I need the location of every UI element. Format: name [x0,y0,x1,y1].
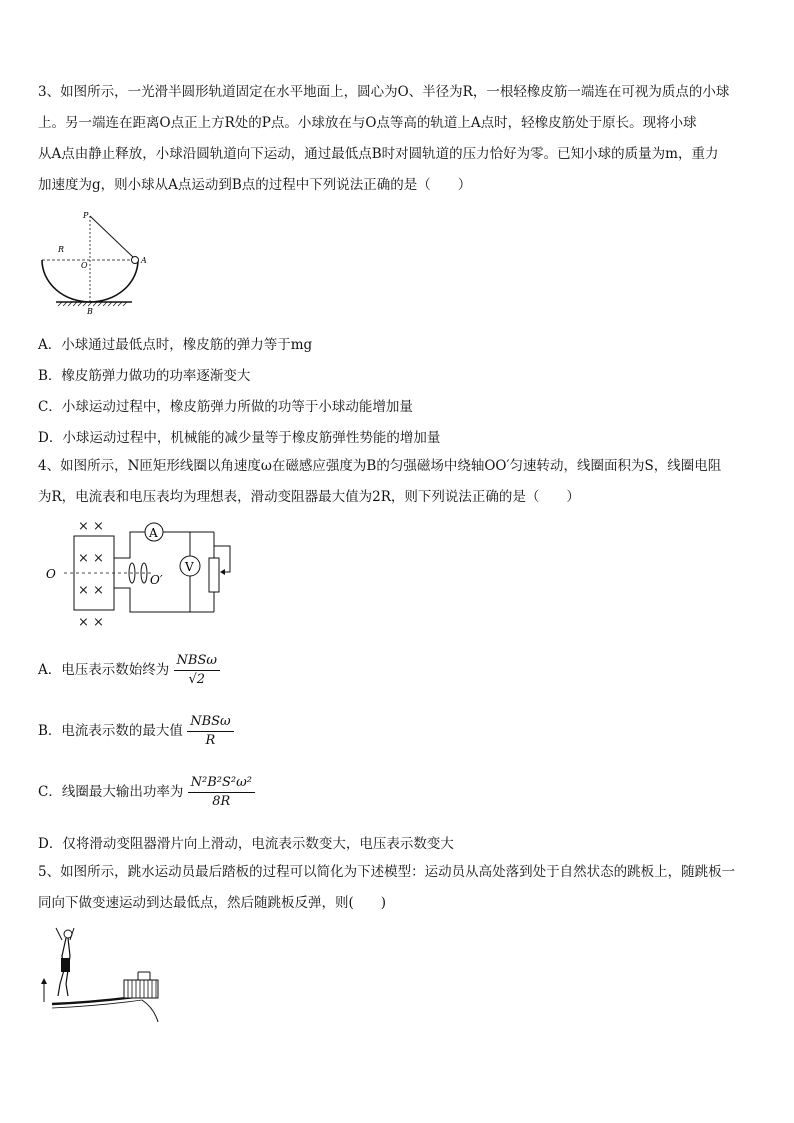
q3-line-2: 上。另一端连在距离O点正上方R处的P点。小球放在与O点等高的轨道上A点时，轻橡皮筋处于原长。现将小球 [38,115,697,131]
q4-option-b [38,713,234,750]
q3-line-4: 加速度为g，则小球从A点运动到B点的过程中下列说法正确的是（ ） [38,177,472,193]
option-c-numerator: N²B²S²ω² [188,774,255,793]
q4-option-d: D．仅将滑动变阻器滑片向上滑动，电流表示数变大，电压表示数变大 [38,836,454,852]
q3-option-b: B．橡皮筋弹力做功的功率逐渐变大 [38,368,251,384]
q3-option-a: A．小球通过最低点时，橡皮筋的弹力等于mg [38,337,313,353]
q5-line-1: 5、如图所示，跳水运动员最后踏板的过程可以简化为下述模型：运动员从高处落到处于自然状态的跳板上，随跳板一 [38,864,736,880]
label-o: O [81,261,88,270]
q4-line-2: 为R，电流表和电压表均为理想表，滑动变阻器最大值为2R，则下列说法正确的是（ ） [38,489,580,505]
field-row-3: × × [78,583,104,598]
option-c-prefix: C．线圈最大输出功率为 [38,784,184,800]
option-a-fraction [174,652,220,689]
q4-coil-circuit-figure [40,516,250,634]
q4-option-a [38,652,220,689]
label-p: P [83,211,89,220]
field-row-4: × × [78,615,104,630]
option-b-fraction [187,713,233,750]
label-a: A [141,256,147,265]
option-c-fraction [188,774,255,811]
option-b-numerator: NBSω [187,713,233,732]
label-r: R [58,245,65,254]
q3-semicircle-track-figure [36,208,156,318]
q3-option-d: D．小球运动过程中，机械能的减少量等于橡皮筋弹性势能的增加量 [38,430,441,446]
option-c-denominator: 8R [212,794,231,809]
option-a-prefix: A．电压表示数始终为 [38,662,170,678]
ammeter-label: A [149,526,158,540]
q3-line-3: 从A点由静止释放，小球沿圆轨道向下运动，通过最低点B时对圆轨道的压力恰好为零。已知小球的质量为m，重力 [38,146,719,162]
q3-option-c: C．小球运动过程中，橡皮筋弹力所做的功等于小球动能增加量 [38,399,413,415]
q4-line-1: 4、如图所示，N匝矩形线圈以角速度ω在磁感应强度为B的匀强磁场中绕轴OO′匀速转动，线圈面积为S，线圈电阻 [38,458,722,474]
label-o-prime: O′ [150,573,163,587]
option-a-denominator: √2 [188,672,206,687]
option-a-numerator: NBSω [174,652,220,671]
field-row-1: × × [78,519,104,534]
voltmeter-label: V [185,560,194,574]
q5-diver-springboard-figure [38,922,168,1032]
option-b-prefix: B．电流表示数的最大值 [38,723,183,739]
option-b-denominator: R [205,733,216,748]
label-b: B [87,307,93,316]
q5-line-2: 同向下做变速运动到达最低点，然后随跳板反弹，则( ) [38,895,387,911]
field-row-2: × × [78,551,104,566]
q4-option-c [38,774,255,811]
label-o-axis: O [46,567,56,581]
q3-line-1: 3、如图所示，一光滑半圆形轨道固定在水平地面上，圆心为O、半径为R，一根轻橡皮筋一端连在可视为质点的小球 [38,84,730,100]
